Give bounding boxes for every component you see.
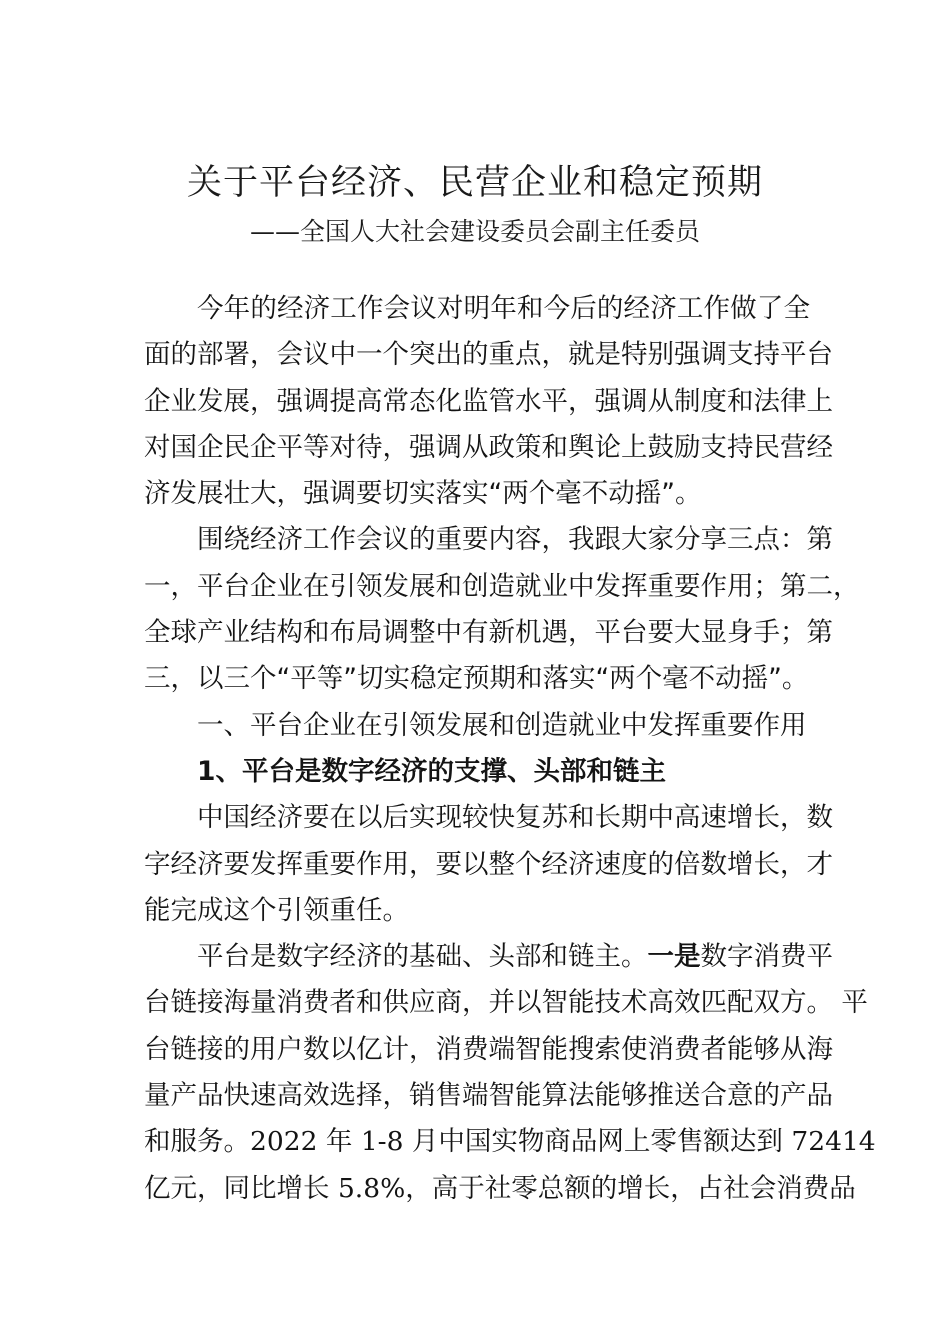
paragraph-line: 济发展壮大，强调要切实落实“两个毫不动摇”。 xyxy=(144,478,702,510)
paragraph-line: 能完成这个引领重任。 xyxy=(144,894,409,926)
paragraph-4 xyxy=(144,934,876,1212)
subsection-heading: 1、平台是数字经济的支撑、头部和链主 xyxy=(197,755,666,787)
paragraph-line: 围绕经济工作会议的重要内容，我跟大家分享三点：第 xyxy=(197,524,833,556)
paragraph-line: 全球产业结构和布局调整中有新机遇，平台要大显身手；第 xyxy=(144,617,833,649)
year-number: 2022 xyxy=(250,1126,318,1158)
growth-percent: 5.8% xyxy=(337,1172,406,1204)
section-heading: 一、平台企业在引领发展和创造就业中发挥重要作用 xyxy=(197,709,807,741)
paragraph-line: 量产品快速高效选择，销售端智能算法能够推送合意的产品 xyxy=(144,1080,833,1112)
paragraph-text: 和服务。 xyxy=(144,1126,250,1158)
emphasis-text: 一是 xyxy=(647,941,701,973)
paragraph-text: 数字消费平 xyxy=(700,941,833,973)
paragraph-line: 台链接海量消费者和供应商，并以智能技术高效匹配双方。 平 xyxy=(144,987,868,1019)
paragraph-line: 中国经济要在以后实现较快复苏和长期中高速增长，数 xyxy=(197,802,833,834)
month-range: 1-8 xyxy=(360,1126,404,1158)
paragraph-1 xyxy=(144,286,833,517)
paragraph-line: 一，平台企业在引领发展和创造就业中发挥重要作用；第二， xyxy=(144,570,860,602)
document-title: 关于平台经济、民营企业和稳定预期 xyxy=(186,163,763,203)
paragraph-line: 面的部署，会议中一个突出的重点，就是特别强调支持平台 xyxy=(144,339,833,371)
paragraph-line: 企业发展，强调提高常态化监管水平，强调从制度和法律上 xyxy=(144,385,833,417)
paragraph-line xyxy=(144,1166,856,1212)
document-subtitle: ——全国人大社会建设委员会副主任委员 xyxy=(249,217,700,246)
amount-number: 72414 xyxy=(791,1126,876,1158)
paragraph-line: 字经济要发挥重要作用，要以整个经济速度的倍数增长，才 xyxy=(144,848,833,880)
paragraph-2 xyxy=(144,517,860,702)
paragraph-text: 年 xyxy=(317,1126,361,1158)
paragraph-line: 对国企民企平等对待，强调从政策和舆论上鼓励支持民营经 xyxy=(144,431,833,463)
paragraph-text: 亿元，同比增长 xyxy=(144,1172,338,1204)
document-body xyxy=(144,286,876,1212)
paragraph-text: ，高于社零总额的增长，占社会消费品 xyxy=(405,1172,856,1204)
paragraph-line xyxy=(144,1119,876,1165)
paragraph-text: 月中国实物商品网上零售额达到 xyxy=(403,1126,792,1158)
paragraph-text: 平台是数字经济的基础、头部和链主。 xyxy=(197,941,648,973)
paragraph-3 xyxy=(144,795,833,934)
paragraph-line: 三，以三个“平等”切实稳定预期和落实“两个毫不动摇”。 xyxy=(144,663,809,695)
paragraph-line: 台链接的用户数以亿计，消费端智能搜索使消费者能够从海 xyxy=(144,1033,833,1065)
paragraph-line xyxy=(144,934,833,980)
paragraph-line: 今年的经济工作会议对明年和今后的经济工作做了全 xyxy=(197,293,810,324)
